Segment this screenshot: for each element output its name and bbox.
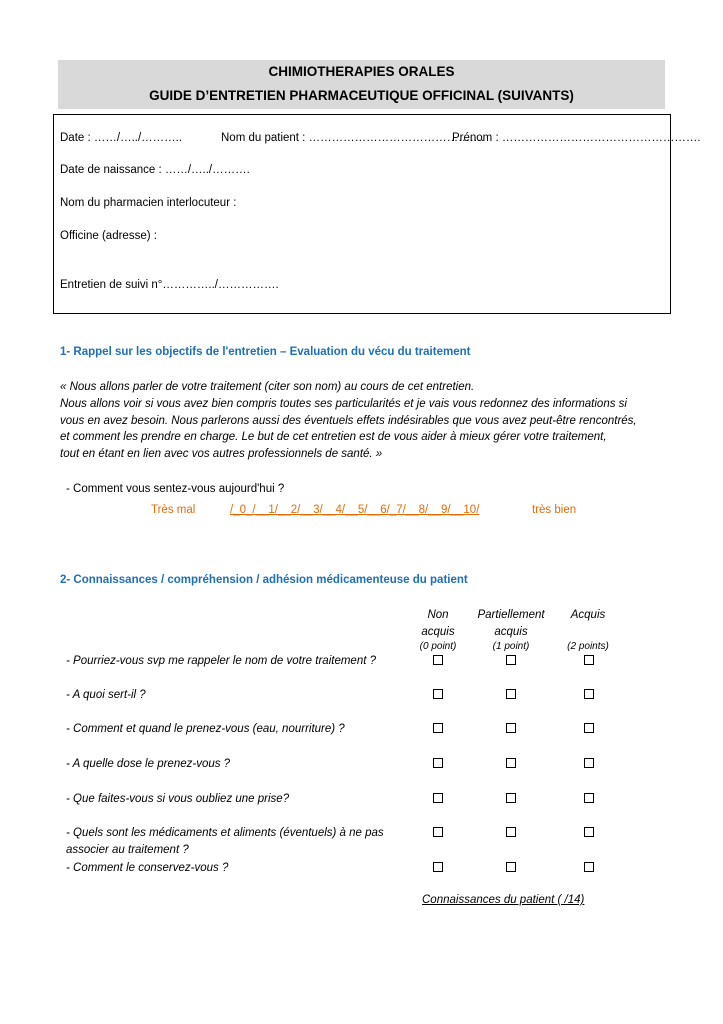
- checkbox-q5-partiellement[interactable]: [506, 793, 516, 803]
- header-line-1: CHIMIOTHERAPIES ORALES: [268, 64, 455, 79]
- header-line-2: GUIDE D’ENTRETIEN PHARMACEUTIQUE OFFICINAL (SUIVANTS): [149, 88, 574, 103]
- followup-field[interactable]: Entretien de suivi n°…………../…………….: [60, 279, 279, 291]
- checkbox-q4-acquis[interactable]: [584, 758, 594, 768]
- checkbox-q2-partiellement[interactable]: [506, 689, 516, 699]
- patient-name-field[interactable]: Nom du patient : ……………………………………….: [221, 132, 485, 144]
- column-points: (2 points): [567, 641, 609, 652]
- checkbox-q4-partiellement[interactable]: [506, 758, 516, 768]
- checkbox-q5-non-acquis[interactable]: [433, 793, 443, 803]
- question-row-3: - Comment et quand le prenez-vous (eau, nourriture) ?: [66, 723, 345, 735]
- checkbox-q7-acquis[interactable]: [584, 862, 594, 872]
- scale-low-label: Très mal: [151, 504, 196, 516]
- checkbox-q2-acquis[interactable]: [584, 689, 594, 699]
- quote-line: « Nous allons parler de votre traitement (citer son nom) au cours de cet entretien.: [60, 381, 475, 393]
- column-points: (0 point): [419, 641, 457, 652]
- question-row-4: - A quelle dose le prenez-vous ?: [66, 758, 231, 770]
- column-points: (1 point): [492, 641, 530, 652]
- first-name-field[interactable]: Prénom : …………………………………………….: [452, 132, 701, 144]
- quote-line: vous en avez besoin. Nous parlerons aussi des éventuels effets indésirables que vous avez peut-être rencontrés,: [60, 414, 637, 427]
- checkbox-q5-acquis[interactable]: [584, 793, 594, 803]
- checkbox-q6-non-acquis[interactable]: [433, 827, 443, 837]
- column-label: Non: [427, 609, 449, 621]
- checkbox-q1-non-acquis[interactable]: [433, 655, 443, 665]
- intro-quote: [60, 379, 670, 463]
- checkbox-q7-partiellement[interactable]: [506, 862, 516, 872]
- checkbox-q4-non-acquis[interactable]: [433, 758, 443, 768]
- question-row-2: - A quoi sert-il ?: [66, 689, 146, 701]
- column-label: [548, 624, 628, 641]
- document-header: [58, 60, 665, 109]
- scale-high-label: très bien: [532, 504, 577, 516]
- question-row-5: - Que faites-vous si vous oubliez une prise?: [66, 793, 290, 805]
- feeling-question: - Comment vous sentez-vous aujourd'hui ?: [66, 483, 285, 495]
- section-1-title: 1- Rappel sur les objectifs de l'entretien – Evaluation du vécu du traitement: [60, 346, 471, 358]
- date-field[interactable]: Date : ……/…../………..: [60, 132, 183, 144]
- checkbox-q6-acquis[interactable]: [584, 827, 594, 837]
- checkbox-q1-partiellement[interactable]: [506, 655, 516, 665]
- knowledge-score[interactable]: Connaissances du patient ( /14): [422, 894, 585, 906]
- quote-line: et comment les prendre en charge. Le but de cet entretien est de vous aider à mieux gérer votre traitement,: [60, 431, 607, 444]
- column-label: acquis: [421, 625, 455, 638]
- question-row-6: - Quels sont les médicaments et aliments (éventuels) à ne pas associer au traitement ?: [66, 827, 384, 856]
- pharmacist-field[interactable]: Nom du pharmacien interlocuteur :: [60, 197, 237, 209]
- birth-date-field[interactable]: Date de naissance : ……/…../……….: [60, 164, 250, 176]
- feeling-scale[interactable]: /_0_/__1/__2/__3/__4/__5/__6/_7/__8/__9/__10/: [230, 504, 480, 516]
- checkbox-q3-non-acquis[interactable]: [433, 723, 443, 733]
- column-header-partiellement: [466, 607, 556, 654]
- checkbox-q1-acquis[interactable]: [584, 655, 594, 665]
- column-label: Partiellement: [477, 609, 545, 621]
- quote-line: tout en étant en lien avec vos autres professionnels de santé. »: [60, 448, 383, 461]
- checkbox-q6-partiellement[interactable]: [506, 827, 516, 837]
- checkbox-q3-partiellement[interactable]: [506, 723, 516, 733]
- question-row-7: - Comment le conservez-vous ?: [66, 862, 229, 874]
- checkbox-q7-non-acquis[interactable]: [433, 862, 443, 872]
- column-label: acquis: [494, 625, 528, 638]
- column-label: Acquis: [570, 609, 606, 621]
- column-header-acquis: [548, 607, 628, 654]
- pharmacy-field[interactable]: Officine (adresse) :: [60, 230, 157, 242]
- checkbox-q3-acquis[interactable]: [584, 723, 594, 733]
- checkbox-q2-non-acquis[interactable]: [433, 689, 443, 699]
- quote-line: Nous allons voir si vous avez bien compris toutes ses particularités et je vais vous redonnez des informations si: [60, 397, 627, 410]
- question-row-1: - Pourriez-vous svp me rappeler le nom de votre traitement ?: [66, 655, 376, 667]
- section-2-title: 2- Connaissances / compréhension / adhésion médicamenteuse du patient: [60, 574, 468, 586]
